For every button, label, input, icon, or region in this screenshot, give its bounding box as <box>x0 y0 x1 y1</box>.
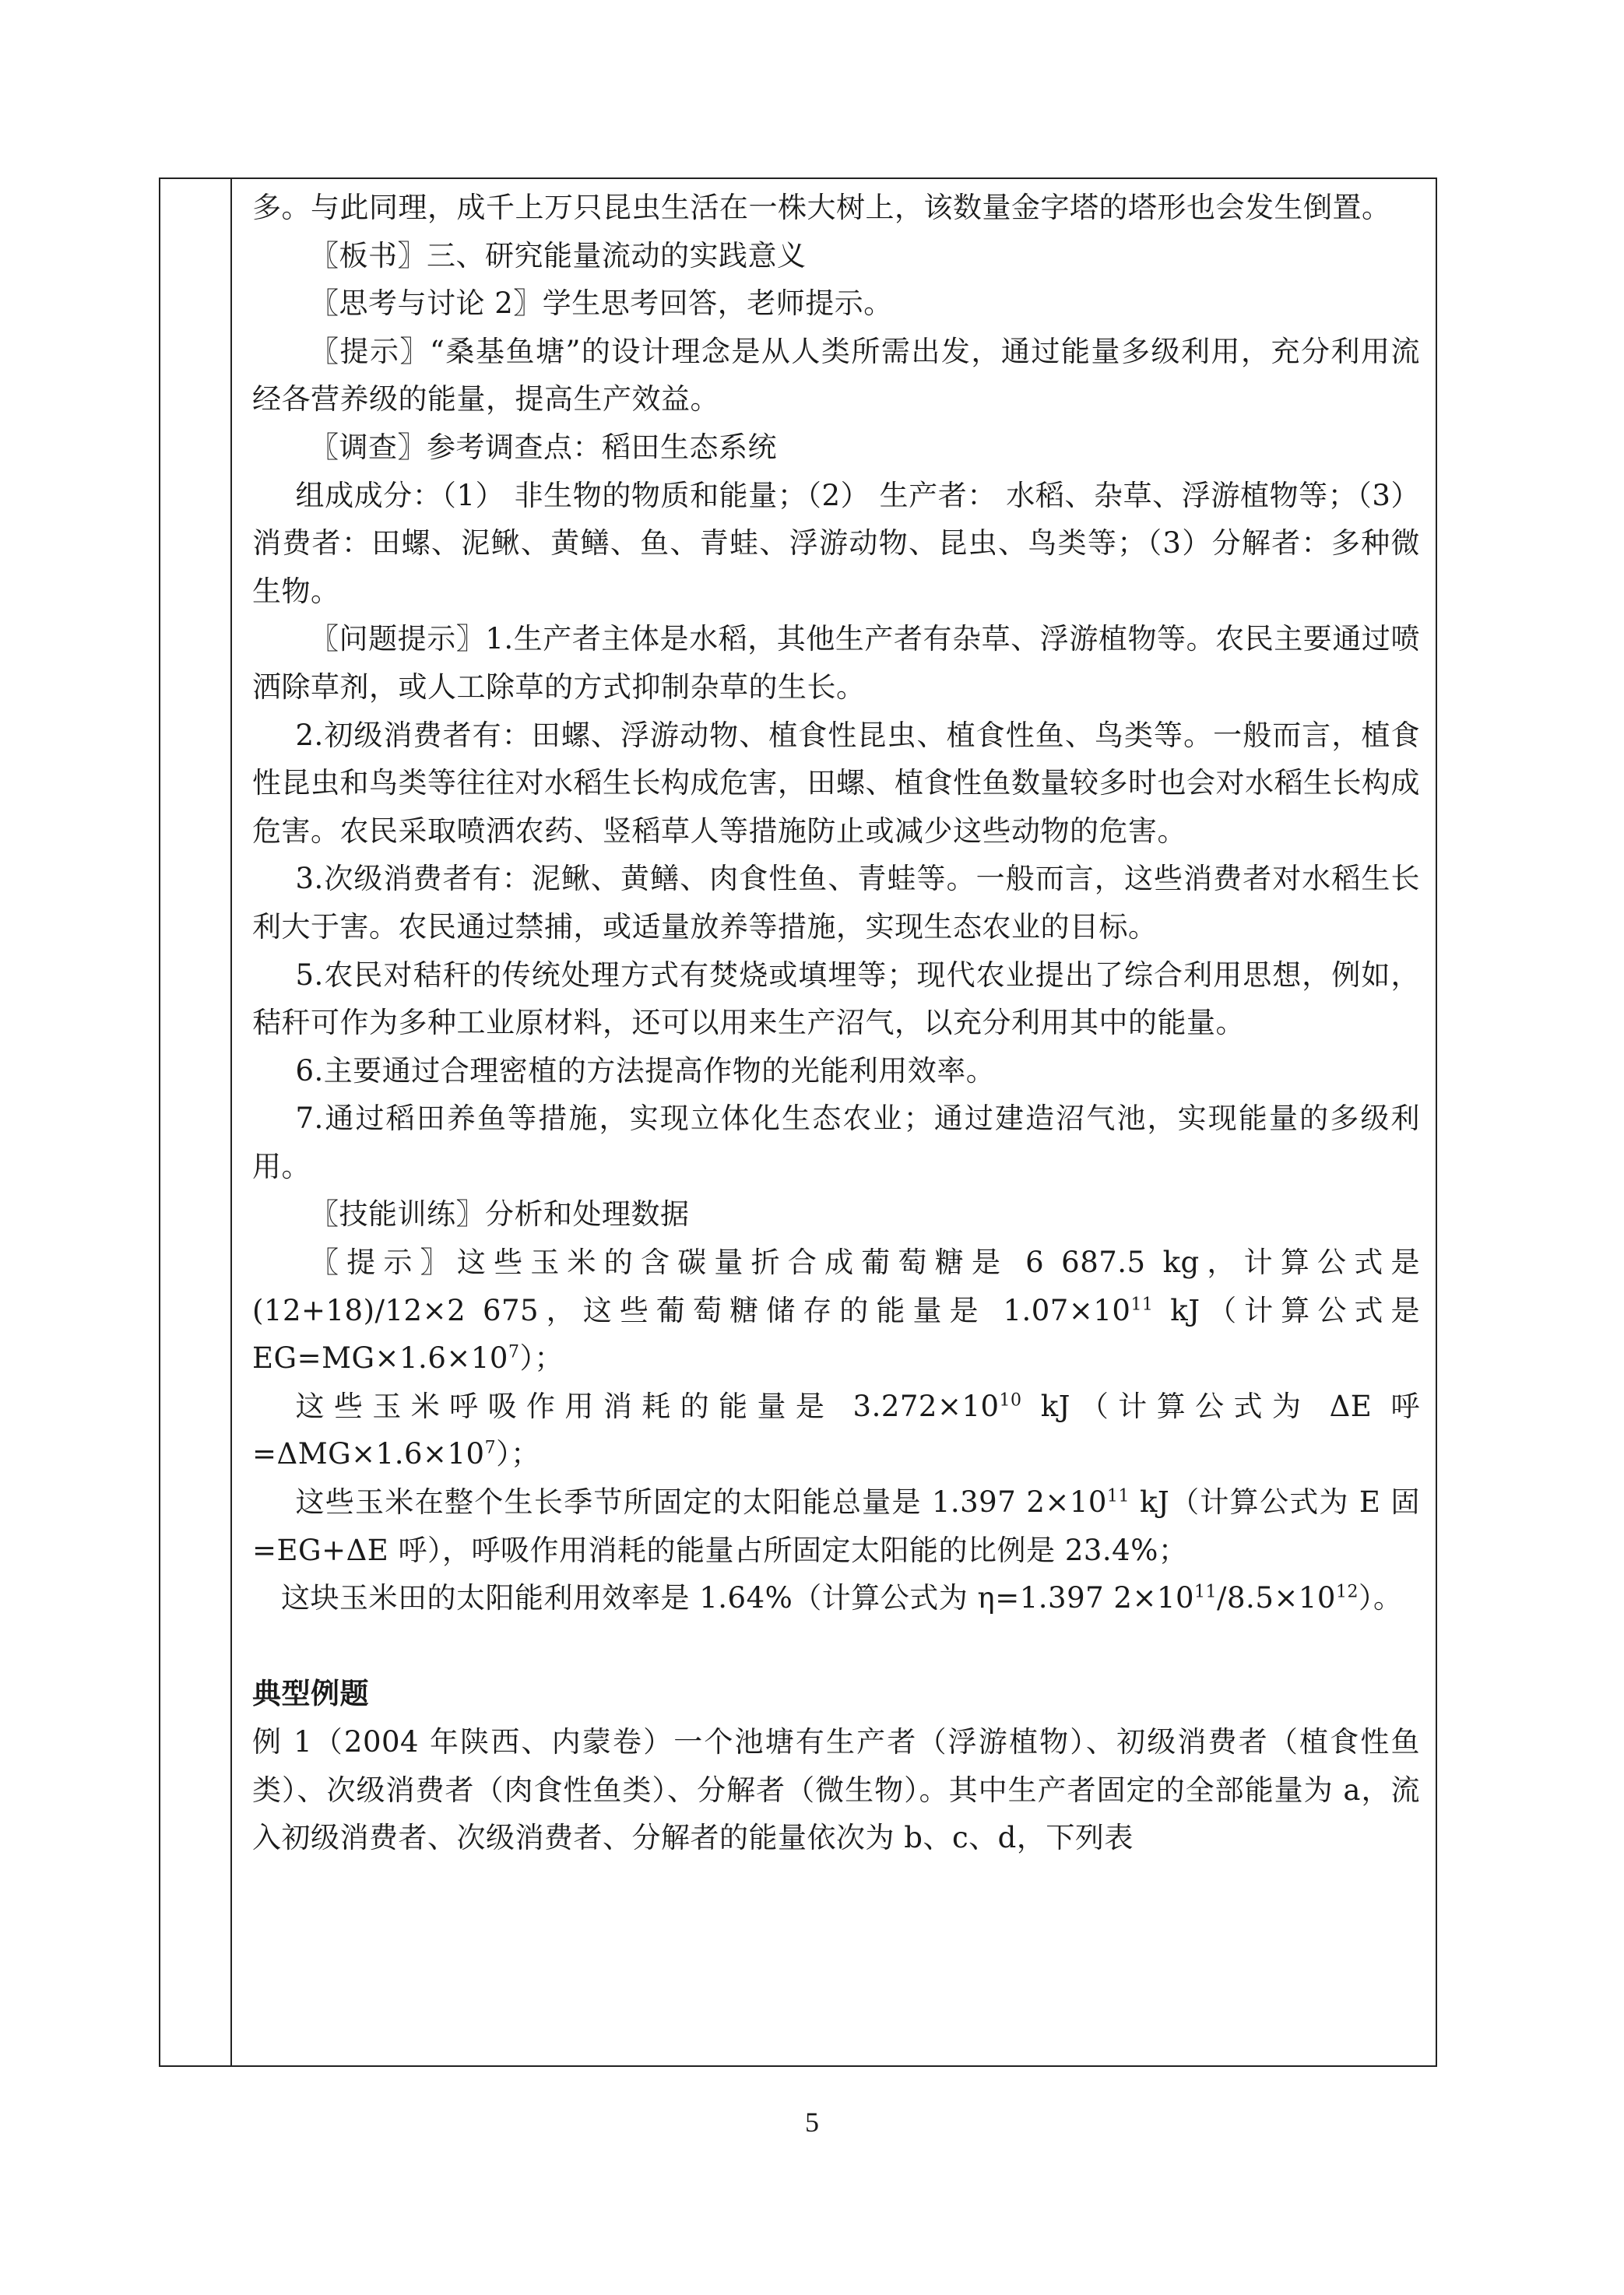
paragraph-secondary-consumers: 3.次级消费者有：泥鳅、黄鳝、肉食性鱼、青蛙等。一般而言，这些消费者对水稻生长利大于害。农民通过禁捕，或适量放养等措施，实现生态农业的目标。 <box>252 862 1420 944</box>
paragraph-board-note: 〖板书〗三、研究能量流动的实践意义 <box>310 238 807 272</box>
paragraph-discussion: 〖思考与讨论 2〗学生思考回答，老师提示。 <box>310 286 893 321</box>
paragraph-solar-efficiency: 这块玉米田的太阳能利用效率是 1.64%（计算公式为 η=1.397 $2\times 10^{11}/8.5\times 10^{12}$）。 <box>281 1581 1403 1615</box>
paragraph-straw: 5.农民对秸秆的传统处理方式有焚烧或填埋等；现代农业提出了综合利用思想，例如，秸秆可作为多种工业原材料，还可以用来生产沼气，以充分利用其中的能量。 <box>252 958 1420 1040</box>
paragraph-components: 组成成分：（1） 非生物的物质和能量；（2） 生产者： 水稻、杂草、浮游植物等；（3）消费者：田螺、泥鳅、黄鳝、鱼、青蛙、浮游动物、昆虫、鸟类等；（3）分解者：多种微生物。 <box>252 478 1420 608</box>
paragraph-solar-total: 这些玉米在整个生长季节所固定的太阳能总量是 1.397 $2\times 10^{11}$ kJ（计算公式为 E 固=EG+ΔE 呼），呼吸作用消耗的能量占所固定太阳能的比例是 23.4%； <box>252 1485 1420 1567</box>
page-number: 5 <box>805 2107 819 2138</box>
paragraph-respiration-calc: 这些玉米呼吸作用消耗的能量是 $3.272\times 10^{10}$ kJ（计算公式为 ΔE 呼$=\Delta MG\times 1.6\times 10^7$）； <box>252 1389 1420 1471</box>
paragraph-primary-consumers: 2.初级消费者有：田螺、浮游动物、植食性昆虫、植食性鱼、鸟类等。一般而言，植食性昆虫和鸟类等往往对水稻生长构成危害，田螺、植食性鱼数量较多时也会对水稻生长构成危害。农民采取喷洒农药、竖稻草人等措施防止或减少这些动物的危害。 <box>252 718 1420 848</box>
blank-line <box>252 1622 1420 1671</box>
paragraph-continuation: 多。与此同理，成千上万只昆虫生活在一株大树上，该数量金字塔的塔形也会发生倒置。 <box>252 191 1391 224</box>
paragraph-rice-fish: 7.通过稻田养鱼等措施，实现立体化生态农业；通过建造沼气池，实现能量的多级利用。 <box>252 1102 1420 1183</box>
paragraph-survey: 〖调查〗参考调查点：稻田生态系统 <box>310 430 777 464</box>
paragraph-planting: 6.主要通过合理密植的方法提高作物的光能利用效率。 <box>295 1053 996 1088</box>
paragraph-glucose-calc: 〖提示〗这些玉米的含碳量折合成葡萄糖是 6 687.5 kg，计算公式是(12+18)/12×2 675，这些葡萄糖储存的能量是 $1.07\times 10^{11}$ kJ（计算公式是$EG=MG\times 1.6\times 10^7$）； <box>252 1246 1421 1376</box>
paragraph-question-hint: 〖问题提示〗1.生产者主体是水稻，其他生产者有杂草、浮游植物等。农民主要通过喷洒除草剂，或人工除草的方式抑制杂草的生长。 <box>252 622 1420 704</box>
column-divider <box>230 179 232 2065</box>
paragraph-hint: 〖提示〗“桑基鱼塘”的设计理念是从人类所需出发，通过能量多级利用，充分利用流经各营养级的能量，提高生产效益。 <box>252 334 1420 416</box>
content-table <box>159 177 1437 2067</box>
paragraph-example: 例 1（2004 年陕西、内蒙卷）一个池塘有生产者（浮游植物）、初级消费者（植食性鱼类）、次级消费者（肉食性鱼类）、分解者（微生物）。其中生产者固定的全部能量为 a，流入初级消费者、次级消费者、分解者的能量依次为 b、c、d，下列表 <box>252 1725 1420 1855</box>
paragraph-skill-training: 〖技能训练〗分析和处理数据 <box>310 1197 690 1232</box>
section-heading: 典型例题 <box>252 1677 369 1711</box>
content-cell <box>252 184 1420 1862</box>
